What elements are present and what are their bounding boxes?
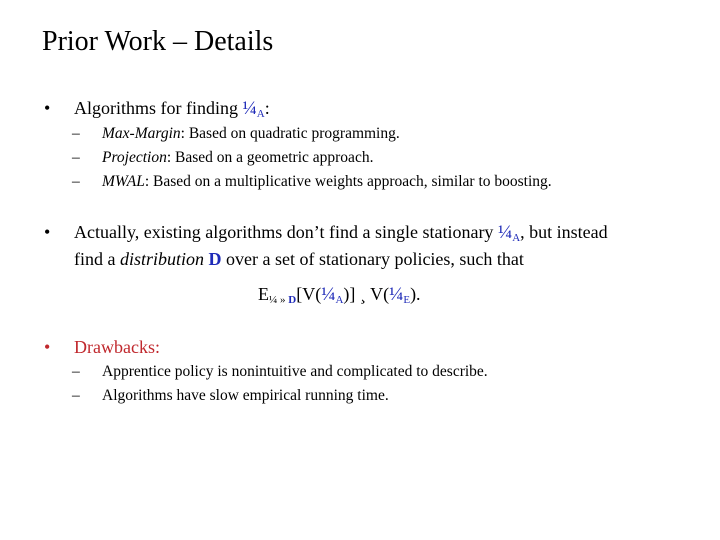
drawback-text: Algorithms have slow empirical running time. (102, 387, 389, 404)
method-name: Max-Margin (102, 125, 181, 142)
bullet-text-tail: : (264, 98, 270, 118)
expectation-subscript (269, 294, 296, 306)
text-part: Actually, existing algorithms don’t find a single stationary (74, 222, 498, 242)
text-part: , but instead (520, 222, 608, 242)
bullet-algorithms-text (74, 98, 684, 125)
pi-symbol: ¼ (321, 284, 336, 305)
bullet-drawbacks-text: Drawbacks: (74, 337, 160, 357)
bullet-actually-line-1 (74, 222, 684, 249)
bullet-marker: • (44, 98, 51, 118)
pi-subscript: A (335, 294, 344, 306)
bullet-marker: • (44, 337, 51, 357)
sub-item-mwal (72, 171, 552, 192)
pi-subscript: A (512, 232, 521, 244)
formula-v: V( (365, 284, 390, 304)
sub-dash: – (72, 363, 80, 380)
formula-open: [V( (296, 284, 322, 304)
pi-symbol: ¼ (497, 222, 513, 243)
expectation-subscript-text: ¼ » (269, 294, 289, 306)
bullet-marker: • (44, 222, 51, 242)
pi-symbol: ¼ (389, 284, 404, 305)
bullet-actually-line-2 (74, 249, 684, 270)
formula (258, 284, 421, 306)
pi-symbol: ¼ (242, 98, 257, 119)
sub-dash: – (72, 173, 80, 190)
text-part: find a (74, 249, 120, 269)
method-name: MWAL (102, 173, 145, 190)
bullet-actually-text (74, 222, 684, 270)
method-desc: : Based on quadratic programming. (180, 125, 400, 142)
sub-dash: – (72, 387, 80, 404)
pi-subscript: E (403, 294, 411, 306)
formula-close: )] (343, 284, 360, 304)
distribution-symbol: D (208, 249, 222, 269)
expectation-symbol: E (258, 284, 269, 304)
sub-item-apprentice-policy (72, 361, 488, 382)
method-desc: : Based on a geometric approach. (166, 149, 374, 166)
slide-title: Prior Work – Details (42, 26, 274, 57)
sub-item-projection (72, 147, 373, 168)
pi-subscript: A (256, 108, 265, 120)
distribution-word: distribution (119, 249, 204, 269)
sub-dash: – (72, 149, 80, 166)
formula-end: ). (410, 284, 421, 304)
method-desc: : Based on a multiplicative weights approach, similar to boosting. (144, 173, 552, 190)
bullet-text-lead: Algorithms for finding (74, 98, 243, 118)
sub-dash: – (72, 125, 80, 142)
relation-symbol: ¸ (359, 284, 366, 304)
drawback-text: Apprentice policy is nonintuitive and complicated to describe. (102, 363, 488, 380)
sub-item-running-time (72, 385, 389, 406)
method-name: Projection (102, 149, 167, 166)
text-part: over a set of stationary policies, such that (221, 249, 524, 269)
sub-item-max-margin (72, 123, 400, 144)
expectation-subscript-D: D (288, 294, 297, 306)
